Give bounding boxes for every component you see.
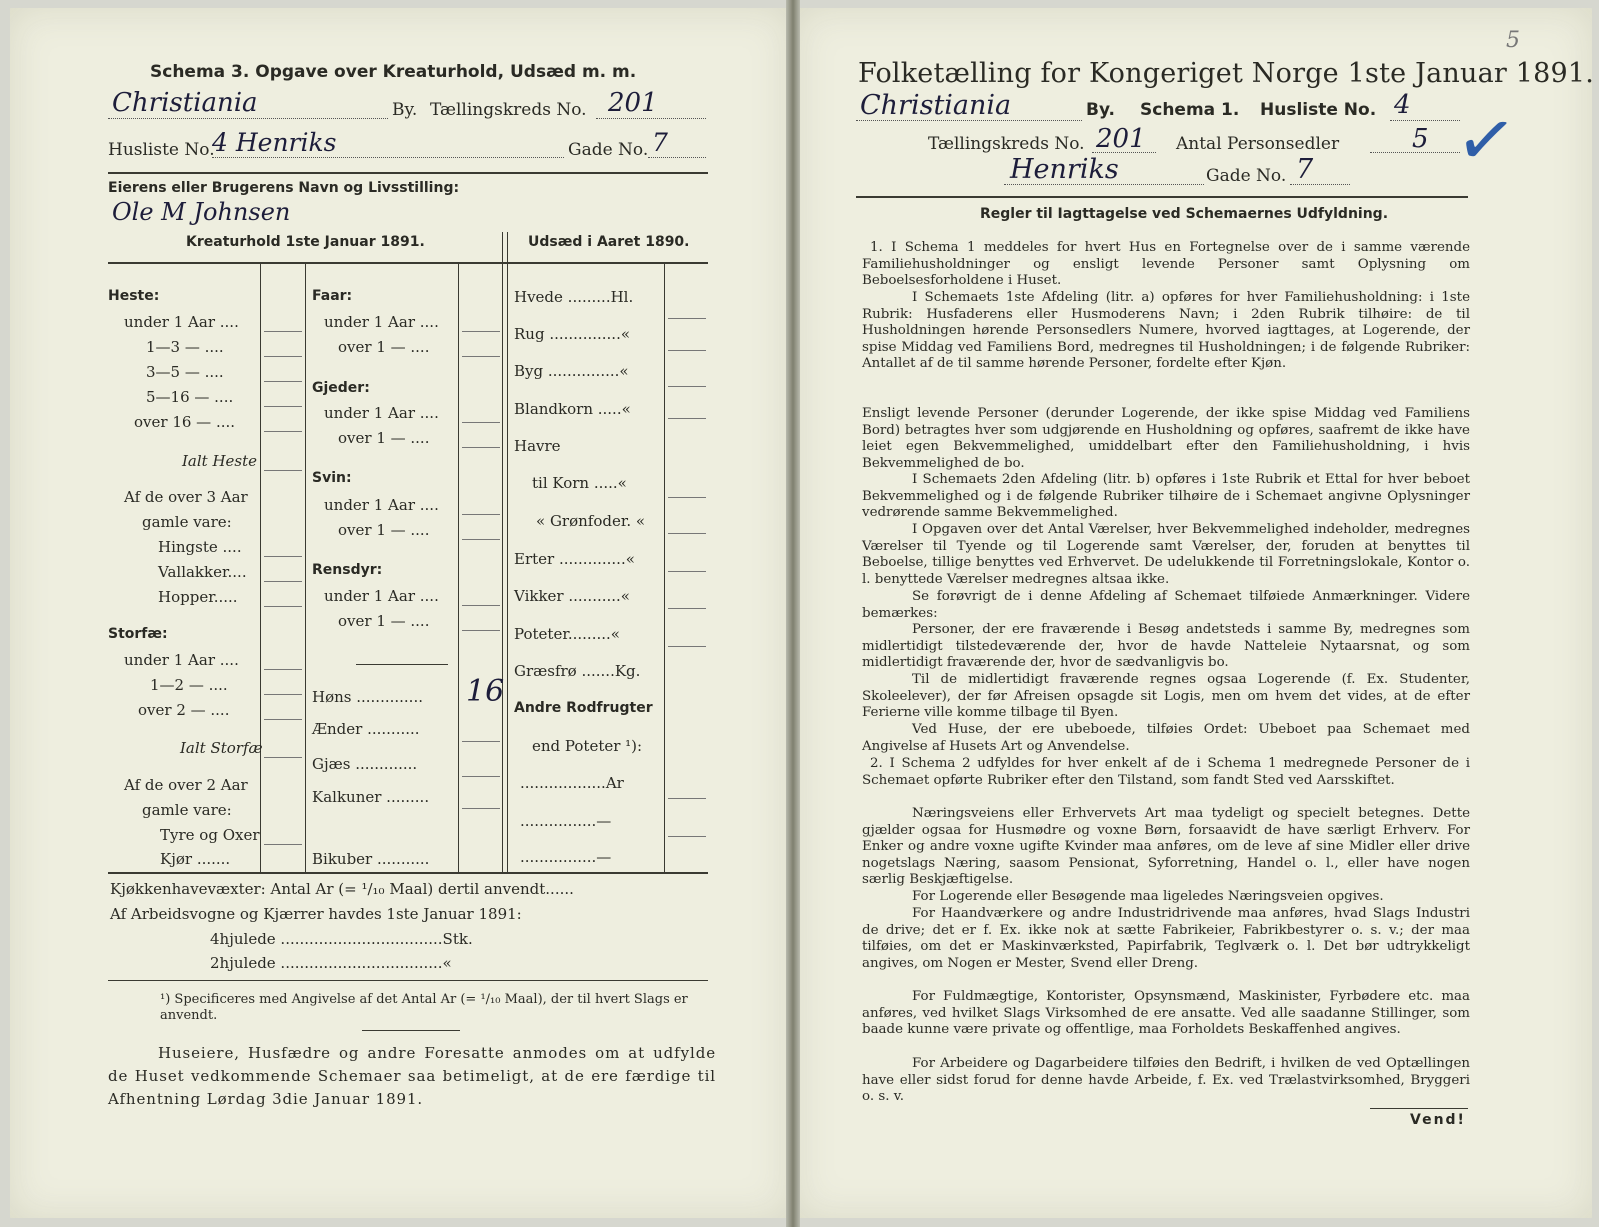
col2-row: under 1 Aar ....: [324, 587, 439, 605]
col1-row: Kjør .......: [160, 850, 231, 868]
col1-row: Tyre og Oxer: [160, 826, 260, 844]
rule-paragraph: Næringsveiens eller Erhvervets Art maa tydeligt og specielt betegnes. Dette gjælder ogsaa for Husmødre og voxne Børn, forsaavidt de have særligt Erhverv. For Enker og andre voxne ugifte Kvinder maa anføres, om de leve af sine Midler eller drive nogetslags Næring, saasom Pensionat, Syforretning, Handel o. l., eller have nogen særlig Beskjæftigelse.: [862, 806, 1470, 887]
col2-row: under 1 Aar ....: [324, 404, 439, 422]
col3-row: Vikker ...........«: [514, 587, 630, 605]
right-city-handwritten: Christiania: [860, 90, 1012, 121]
col2-row: Høns ..............: [312, 688, 423, 706]
left-by-label: By.: [392, 100, 418, 120]
col3-row: Erter ..............«: [514, 550, 635, 568]
rule-paragraph: For Fuldmægtige, Kontorister, Opsynsmænd, Maskinister, Fyrbødere etc. maa anføres, ved hvilket Slags Virksomhed de ere ansatte. Ved alle saadanne Stillinger, som baade kunne være private og offentlige, maa Forholdets Beskaffenhed angives.: [862, 989, 1470, 1037]
col1-row: 5—16 — ....: [146, 388, 234, 406]
twowheel-line: 2hjulede ..................................«: [210, 954, 452, 972]
left-tk-label: Tællingskreds No.: [430, 100, 587, 120]
rule-paragraph: 1. I Schema 1 meddeles for hvert Hus en Fortegnelse over de i samme værende Familiehusholdninger og ensligt levende Personer samt Oplysning om Beboelsesforholdene i Huset.: [862, 240, 1470, 288]
right-gade-label: Gade No.: [1206, 166, 1287, 186]
col1-row: Hopper.....: [158, 588, 238, 606]
col1-row: under 1 Aar ....: [124, 313, 239, 331]
col3-row: ................—: [520, 812, 612, 830]
rule-paragraph: Ensligt levende Personer (derunder Logerende, der ikke spise Middag ved Familiens Bord) betragtes hver som udgjørende en Husholdning og opføres, saafremt de ikke have leiet egen Bekvemmelighed, umiddelbart efter den Familiehusholdning, i hvis Bekvemmelighed de bo.: [862, 406, 1470, 471]
arbeidsvogne-line: Af Arbeidsvogne og Kjærrer havdes 1ste Januar 1891:: [110, 905, 522, 923]
kreatur-heading: Kreaturhold 1ste Januar 1891.: [186, 234, 425, 250]
col1-row: Ialt Storfæ: [180, 739, 263, 757]
col1-row: under 1 Aar ....: [124, 651, 239, 669]
rules-title: Regler til Iagttagelse ved Schemaernes Udfyldning.: [980, 206, 1389, 222]
col2-row: over 1 — ....: [338, 612, 430, 630]
rule-paragraph: Se forøvrigt de i denne Afdeling af Schemaet tilføiede Anmærkninger. Videre bemærkes:: [862, 589, 1470, 621]
col3-row: Poteter.........«: [514, 625, 620, 643]
col2-row: over 1 — ....: [338, 521, 430, 539]
owner-handwritten: Ole M Johnsen: [112, 198, 291, 226]
right-gade-handwritten: 7: [1296, 154, 1314, 185]
col1-row: gamle vare:: [142, 801, 232, 819]
owner-label: Eierens eller Brugerens Navn og Livsstilling:: [108, 180, 460, 196]
right-by-label: By.: [1086, 100, 1115, 120]
antal-personsedler-handwritten: 5: [1412, 124, 1429, 154]
col2-row: Bikuber ...........: [312, 850, 430, 868]
col1-row: gamle vare:: [142, 513, 232, 531]
col2-row: under 1 Aar ....: [324, 313, 439, 331]
page-number-mark: 5: [1506, 28, 1520, 53]
left-gade-handwritten: 7: [652, 128, 668, 157]
col1-row: 3—5 — ....: [146, 363, 224, 381]
street-handwritten: Henriks: [1010, 154, 1119, 185]
col1-row: Ialt Heste: [182, 452, 258, 470]
col3-row: ................—: [520, 848, 612, 866]
col2-row: Gjæs .............: [312, 755, 418, 773]
rule-paragraph: For Arbeidere og Dagarbeidere tilføies den Bedrift, i hvilken de ved Optællingen have eller sidst forud for denne havde Arbeide, f. Ex. ved Trælastvirksomhed, Bryggeri o. s. v.: [862, 1056, 1470, 1104]
antal-personsedler-label: Antal Personsedler: [1176, 134, 1340, 154]
rule-paragraph: Ved Huse, der ere ubeboede, tilføies Ordet: Ubeboet paa Schemaet med Angivelse af Husets Art og Anvendelse.: [862, 722, 1470, 754]
closing-notice: Huseiere, Husfædre og andre Foresatte anmodes om at udfylde de Huset vedkommende Schemaer saa betimeligt, at de ere færdige til Afhentning Lørdag 3die Januar 1891.: [108, 1044, 716, 1108]
col1-row: 1—3 — ....: [146, 338, 224, 356]
col3-row: end Poteter ¹):: [532, 737, 643, 755]
left-title: Schema 3. Opgave over Kreaturhold, Udsæd m. m.: [150, 62, 637, 82]
right-husliste-label: Husliste No.: [1260, 100, 1377, 120]
col1-row: over 2 — ....: [138, 701, 230, 719]
kjokkenhave-line: Kjøkkenhavevæxter: Antal Ar (= ¹/₁₀ Maal) dertil anvendt......: [110, 880, 574, 898]
fourwheel-line: 4hjulede ..................................Stk.: [210, 930, 473, 948]
col3-row: Havre: [514, 437, 561, 455]
rule-paragraph: I Opgaven over det Antal Værelser, hver Bekvemmelighed indeholder, medregnes Værelser til Tyende og til Logerende samt Værelser, der, foruden at benyttes til Beboelse, tillige benyttes ved Erhvervet. De udelukkende til Forretningslokale, Kontor o. l. benyttede Værelser medregnes altsaa ikke.: [862, 522, 1470, 587]
col2-row: under 1 Aar ....: [324, 496, 439, 514]
col1-row: Af de over 3 Aar: [124, 488, 248, 506]
col1-row: Storfæ:: [108, 626, 168, 642]
col3-row: Hvede .........Hl.: [514, 288, 634, 306]
col1-row: Hingste ....: [158, 538, 242, 556]
col2-row: over 1 — ....: [338, 338, 430, 356]
col1-row: 1—2 — ....: [150, 676, 228, 694]
col2-row: Svin:: [312, 470, 352, 486]
col2-row: Gjeder:: [312, 380, 370, 396]
hons-count-handwritten: 16: [466, 674, 505, 709]
rule-paragraph: For Logerende eller Besøgende maa ligeledes Næringsveien opgives.: [912, 889, 1384, 904]
col3-row: Andre Rodfrugter: [514, 700, 653, 716]
col3-row: Græsfrø .......Kg.: [514, 662, 641, 680]
book-spine: [786, 0, 800, 1227]
col3-row: ..................Ar: [520, 774, 624, 792]
checkmark-icon: ✓: [1450, 94, 1522, 186]
col2-row: Ænder ...........: [312, 720, 420, 738]
rule-paragraph: Personer, der ere fraværende i Besøg andetsteds i samme By, medregnes som midlertidigt tilstedeværende der, hvor de havde Natteleie Nytaarsnat, og som midlertidigt fraværende der, hvor de sædvanligvis bo.: [862, 622, 1470, 670]
col3-row: « Grønfoder. «: [536, 512, 646, 530]
col2-row: Kalkuner .........: [312, 788, 430, 806]
col1-row: Heste:: [108, 288, 160, 304]
col3-row: Byg ...............«: [514, 362, 629, 380]
col3-row: Blandkorn .....«: [514, 400, 631, 418]
right-tk-label: Tællingskreds No.: [928, 134, 1085, 154]
rule-paragraph: Til de midlertidigt fraværende regnes ogsaa Logerende (f. Ex. Studenter, Skoleelever), der før Afreisen opsagde sit Logis, men om hvem det vides, at de efter Ferierne ville komme tilbage til Byen.: [862, 672, 1470, 720]
col2-row: Rensdyr:: [312, 562, 383, 578]
left-gade-label: Gade No.: [568, 140, 649, 160]
right-husliste-handwritten: 4: [1394, 90, 1411, 120]
rule-paragraph: I Schemaets 2den Afdeling (litr. b) opføres i 1ste Rubrik et Ettal for hver beboet Bekvemmelighed og i de følgende Rubriker tilhøire de i Schemaet angivne Oplysninger vedrørende samme Bekvemmelighed.: [862, 472, 1470, 520]
udsaed-heading: Udsæd i Aaret 1890.: [528, 234, 690, 250]
left-city-handwritten: Christiania: [112, 88, 258, 118]
left-footnote: ¹) Specificeres med Angivelse af det Antal Ar (= ¹/₁₀ Maal), der til hvert Slags er anvendt.: [160, 992, 688, 1023]
left-tk-handwritten: 201: [608, 88, 658, 118]
left-husliste-label: Husliste No.: [108, 140, 215, 160]
col2-row: Faar:: [312, 288, 353, 304]
col1-row: Vallakker....: [158, 563, 247, 581]
left-husliste-handwritten: 4 Henriks: [212, 128, 337, 157]
schema-label: Schema 1.: [1140, 100, 1240, 120]
rule-paragraph: 2. I Schema 2 udfyldes for hver enkelt af de i Schema 1 medregnede Personer de i Schemaet opførte Rubriker efter den Tilstand, som fandt Sted ved Aarsskiftet.: [862, 756, 1470, 788]
rule-paragraph: For Haandværkere og andre Industridrivende maa anføres, hvad Slags Industri de drive; det er f. Ex. ikke nok at sætte Fabrikeier, Fabrikbestyrer o. s. v.; der maa tilføies, om det er Maskinværksted, Papirfabrik, Teglværk o. l. Det bør udtrykkeligt angives, om Nogen er Mester, Svend eller Dreng.: [862, 906, 1470, 971]
col1-row: over 16 — ....: [134, 413, 236, 431]
col2-row: over 1 — ....: [338, 429, 430, 447]
right-tk-handwritten: 201: [1096, 124, 1146, 154]
col3-row: Rug ...............«: [514, 325, 631, 343]
col1-row: Af de over 2 Aar: [124, 776, 248, 794]
col3-row: til Korn .....«: [532, 474, 627, 492]
vend-note: Vend!: [1410, 1112, 1466, 1128]
right-title: Folketælling for Kongeriget Norge 1ste Januar 1891.: [858, 58, 1595, 89]
rule-paragraph: I Schemaets 1ste Afdeling (litr. a) opføres for hver Familiehusholdning: i 1ste Rubrik: Husfaderens eller Husmoderens Navn; i 2den Rubrik tilhøire: de til Husholdningen hørende Personsedlers Numere, hvorved iagttages, at Logerende, der spise Middag ved Familiens Bord, medregnes til Husholdningen; i de følgende Rubriker: Antallet af de til samme hørende Personer, fordelte efter Kjøn.: [862, 290, 1470, 371]
